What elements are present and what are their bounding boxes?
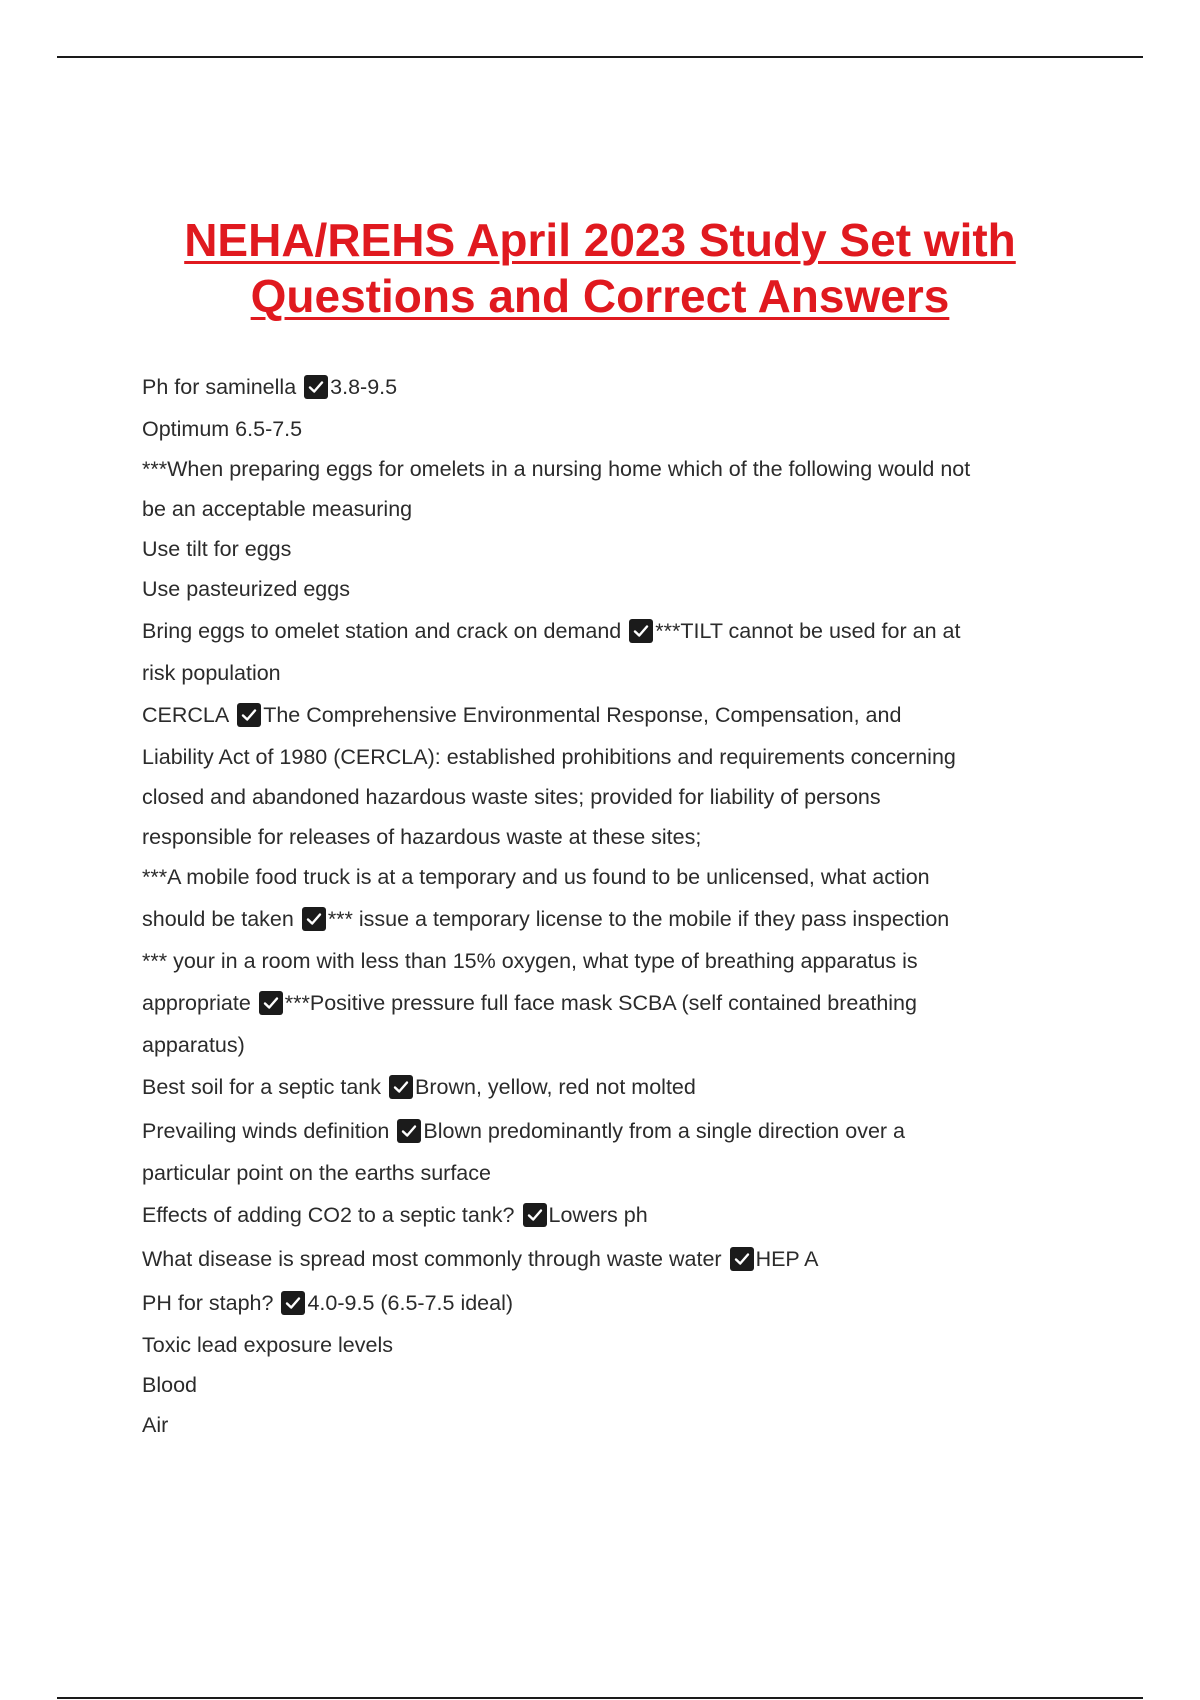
answer-text: Blown predominantly from a single direction over a: [423, 1119, 905, 1143]
title-line-2: Questions and Correct Answers: [250, 270, 950, 322]
question-text: CERCLA: [142, 703, 230, 727]
question-text: What disease is spread most commonly through waste water: [142, 1247, 722, 1271]
check-icon: [302, 907, 326, 931]
study-line: [142, 529, 1062, 569]
question-text: particular point on the earths surface: [142, 1161, 491, 1185]
study-line: [142, 1153, 1062, 1193]
answer-text: 4.0-9.5 (6.5-7.5 ideal): [307, 1291, 514, 1315]
question-text: appropriate: [142, 991, 251, 1015]
study-line: [142, 1065, 1062, 1109]
check-icon: [259, 991, 283, 1015]
study-line: [142, 941, 1062, 981]
study-line: [142, 1325, 1062, 1365]
study-content: [142, 365, 1062, 1445]
check-icon: [730, 1247, 754, 1271]
study-line: [142, 1025, 1062, 1065]
question-text: ***When preparing eggs for omelets in a nursing home which of the following would not: [142, 457, 971, 481]
study-line: [142, 693, 1062, 737]
answer-text: ***TILT cannot be used for an at: [655, 619, 961, 643]
question-text: Prevailing winds definition: [142, 1119, 390, 1143]
answer-text: ***Positive pressure full face mask SCBA (self contained breathing: [284, 991, 917, 1015]
study-line: [142, 1365, 1062, 1405]
study-line: [142, 409, 1062, 449]
study-line: [142, 897, 1062, 941]
question-text: Liability Act of 1980 (CERCLA): established prohibitions and requirements concerning: [142, 745, 956, 769]
question-text: Air: [142, 1413, 169, 1437]
question-text: apparatus): [142, 1033, 245, 1057]
study-line: [142, 817, 1062, 857]
question-text: closed and abandoned hazardous waste sites; provided for liability of persons: [142, 785, 881, 809]
study-line: [142, 1281, 1062, 1325]
answer-text: 3.8-9.5: [330, 375, 398, 399]
study-line: [142, 489, 1062, 529]
answer-text: Lowers ph: [548, 1203, 648, 1227]
question-text: Blood: [142, 1373, 197, 1397]
study-line: [142, 981, 1062, 1025]
bottom-rule: [57, 1697, 1143, 1699]
question-text: be an acceptable measuring: [142, 497, 413, 521]
question-text: Optimum 6.5-7.5: [142, 417, 303, 441]
check-icon: [389, 1075, 413, 1099]
study-line: [142, 1237, 1062, 1281]
question-text: ***A mobile food truck is at a temporary and us found to be unlicensed, what action: [142, 865, 930, 889]
check-icon: [281, 1291, 305, 1315]
check-icon: [523, 1203, 547, 1227]
study-line: [142, 1405, 1062, 1445]
check-icon: [397, 1119, 421, 1143]
study-line: [142, 857, 1062, 897]
question-text: should be taken: [142, 907, 294, 931]
check-icon: [629, 619, 653, 643]
check-icon: [304, 375, 328, 399]
study-line: [142, 449, 1062, 489]
question-text: PH for staph?: [142, 1291, 274, 1315]
question-text: Best soil for a septic tank: [142, 1075, 381, 1099]
title-line-1: NEHA/REHS April 2023 Study Set with: [184, 214, 1016, 266]
question-text: Use pasteurized eggs: [142, 577, 350, 601]
question-text: Effects of adding CO2 to a septic tank?: [142, 1203, 515, 1227]
check-icon: [237, 703, 261, 727]
study-line: [142, 777, 1062, 817]
study-line: [142, 737, 1062, 777]
answer-text: HEP A: [755, 1247, 819, 1271]
answer-text: The Comprehensive Environmental Response, Compensation, and: [263, 703, 902, 727]
study-line: [142, 1193, 1062, 1237]
answer-text: *** issue a temporary license to the mobile if they pass inspection: [327, 907, 950, 931]
study-line: [142, 365, 1062, 409]
page-title: [0, 212, 1200, 324]
study-line: [142, 609, 1062, 653]
answer-text: Brown, yellow, red not molted: [415, 1075, 696, 1099]
study-line: [142, 1109, 1062, 1153]
study-line: [142, 569, 1062, 609]
question-text: *** your in a room with less than 15% oxygen, what type of breathing apparatus is: [142, 949, 918, 973]
question-text: responsible for releases of hazardous waste at these sites;: [142, 825, 702, 849]
top-rule: [57, 56, 1143, 58]
question-text: Use tilt for eggs: [142, 537, 292, 561]
study-line: [142, 653, 1062, 693]
question-text: Ph for saminella: [142, 375, 297, 399]
question-text: risk population: [142, 661, 281, 685]
question-text: Bring eggs to omelet station and crack on demand: [142, 619, 622, 643]
question-text: Toxic lead exposure levels: [142, 1333, 393, 1357]
